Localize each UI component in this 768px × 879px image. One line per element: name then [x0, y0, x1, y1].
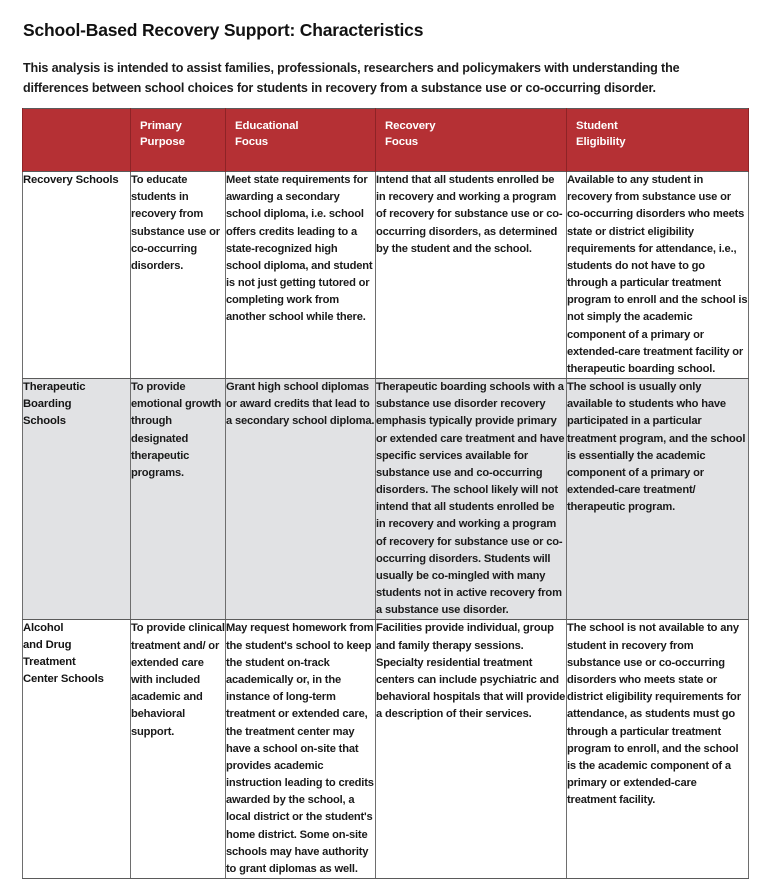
row-label-line: Schools [23, 414, 66, 427]
row-label-line: Center Schools [23, 672, 104, 685]
column-header-student-eligibility-line1: Student [576, 120, 618, 132]
table-header-row [23, 109, 749, 172]
cell-alcohol-drug-treatment-recovery-focus: Facilities provide individual, group and family therapy sessions. Specialty residential treatment centers can include psychiatric and behavioral hospitals that will provide a description of their services. [376, 620, 567, 879]
cell-recovery-schools-recovery-focus: Intend that all students enrolled be in recovery and working a program of recovery for substance use or co-occurring disorders, as determined by the student and the school. [376, 172, 567, 379]
column-header-recovery-focus-line1: Recovery [385, 120, 436, 132]
row-label-line: Boarding [23, 397, 72, 410]
column-header-primary-purpose-line1: Primary [140, 120, 182, 132]
cell-therapeutic-boarding-schools-student-eligibility: The school is usually only available to students who have participated in a particular treatment program, and the school is essentially the academic component of a primary or extended-care treatment/ therapeutic program. [567, 379, 749, 620]
table-row [23, 620, 749, 879]
column-header-corner [23, 109, 131, 172]
cell-therapeutic-boarding-schools-primary-purpose: To provide emotional growth through designated therapeutic programs. [131, 379, 226, 620]
column-header-educational-focus-line2: Focus [235, 136, 269, 149]
table-header [23, 109, 749, 172]
table-row [23, 172, 749, 379]
cell-recovery-schools-educational-focus: Meet state requirements for awarding a secondary school diploma, i.e. school offers credits leading to a state-recognized high school diploma, and student is not just getting tutored or completing work from another school while there. [226, 172, 376, 379]
row-label-line: and Drug [23, 639, 72, 652]
column-header-student-eligibility-line2: Eligibility [576, 136, 626, 149]
row-label-line: Treatment [23, 655, 76, 668]
row-label-line: Alcohol [23, 622, 64, 635]
page-title: School-Based Recovery Support: Characteristics [23, 19, 424, 40]
column-header-educational-focus-line1: Educational [235, 120, 299, 132]
cell-alcohol-drug-treatment-primary-purpose: To provide clinical treatment and/ or extended care with included academic and behavioral support. [131, 620, 226, 879]
column-header-educational-focus [226, 109, 376, 172]
cell-alcohol-drug-treatment-student-eligibility: The school is not available to any student in recovery from substance use or co-occurring disorders who meets state or district eligibility requirements for attendance, as students must go through a particular treatment program to enroll, and the school is the academic component of a primary or extended-care treatment facility. [567, 620, 749, 879]
school-characteristics-table [22, 108, 749, 879]
row-label-recovery-schools [23, 172, 131, 379]
table-body [23, 172, 749, 879]
row-label-alcohol-and-drug-treatment-center-schools [23, 620, 131, 879]
column-header-recovery-focus-line2: Focus [385, 136, 419, 149]
cell-therapeutic-boarding-schools-recovery-focus: Therapeutic boarding schools with a substance use disorder recovery emphasis typically provide primary or extended care treatment and have specific services available for substance use and co-occurring disorders. The school likely will not intend that all students enrolled be in recovery and working a program of recovery for substance use or co-occurring disorders. Students will usually be co-mingled with many students not in active recovery from a substance use disorder. [376, 379, 567, 620]
cell-recovery-schools-primary-purpose: To educate students in recovery from substance use or co-occurring disorders. [131, 172, 226, 379]
cell-alcohol-drug-treatment-educational-focus: May request homework from the student's school to keep the student on-track academically or, in the instance of long-term treatment or extended care, the treatment center may have a school on-site that provides academic instruction leading to credits awarded by the school, a local district or the student's home district. Some on-site schools may have authority to grant diplomas as well. [226, 620, 376, 879]
column-header-primary-purpose-line2: Purpose [140, 136, 185, 149]
column-header-student-eligibility [567, 109, 749, 172]
table-row [23, 379, 749, 620]
row-label-line: Recovery Schools [23, 174, 119, 186]
intro-paragraph: This analysis is intended to assist families, professionals, researchers and policymakers with understanding the differences between school choices for students in recovery from a substance use or co-occurring disorder. [23, 60, 680, 95]
column-header-primary-purpose [131, 109, 226, 172]
column-header-recovery-focus [376, 109, 567, 172]
row-label-line: Therapeutic [23, 381, 86, 394]
row-label-therapeutic-boarding-schools [23, 379, 131, 620]
cell-therapeutic-boarding-schools-educational-focus: Grant high school diplomas or award credits that lead to a secondary school diploma. [226, 379, 376, 620]
comparison-table-container [22, 108, 748, 879]
cell-recovery-schools-student-eligibility: Available to any student in recovery from substance use or co-occurring disorders who meets state or district eligibility requirements for attendance, i.e., students do not have to go through a particular treatment program to enroll and the school is not simply the academic component of a primary or extended-care treatment facility or therapeutic boarding school. [567, 172, 749, 379]
